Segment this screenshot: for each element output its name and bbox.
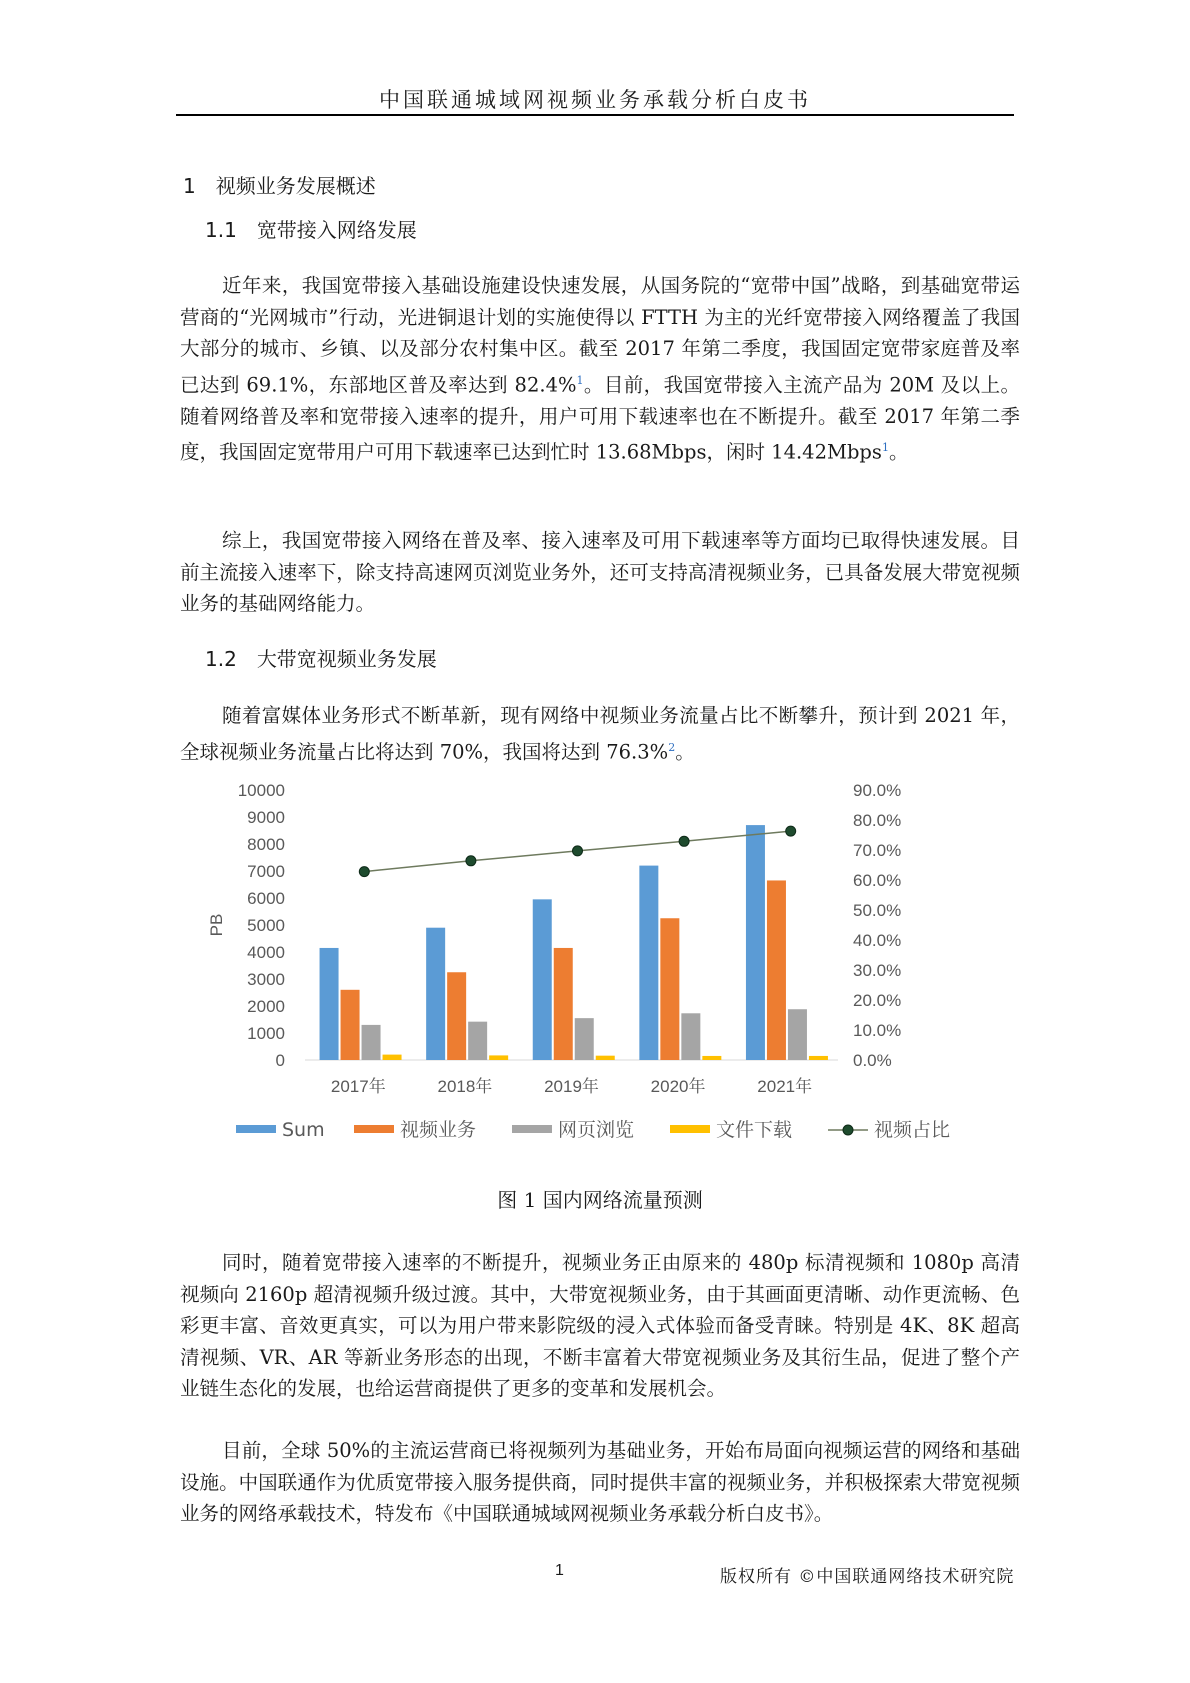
footnote-ref-1[interactable]: 1: [576, 373, 584, 387]
y2-tick-label: 40.0%: [853, 931, 902, 950]
legend-label-2: 视频业务: [400, 1119, 477, 1141]
section-1-2-number: 1.2: [205, 647, 237, 671]
section-1-number: 1: [183, 174, 196, 198]
section-1-1-number: 1.1: [205, 218, 237, 242]
paragraph-video-growth-text-2: 。: [675, 740, 695, 763]
video-share-point-3: [573, 846, 583, 856]
legend-swatch-2: [354, 1125, 394, 1133]
x-tick-label: 2018年: [437, 1077, 493, 1096]
paragraph-broadband-growth-text-2: 。目前，我国宽带接入主流产品为 20M 及以上。随着网络普及率和宽带接入速率的提升，用户可用下载速率也在不断提升。截至 2017 年第二季度，我国固定宽带用户可用下载速率已达到忙时 13.68Mbps，闲时 14.42Mbps: [180, 373, 1020, 464]
bar-4-1: [383, 1055, 402, 1060]
footnote-ref-1b[interactable]: 1: [881, 441, 889, 454]
y-tick-label: 7000: [247, 862, 285, 881]
section-1-title: 视频业务发展概述: [215, 174, 376, 198]
bar-2-1: [341, 990, 360, 1060]
y2-tick-label: 0.0%: [853, 1051, 892, 1070]
bar-1-5: [746, 825, 765, 1060]
video-share-point-2: [466, 856, 476, 866]
y2-tick-label: 60.0%: [853, 871, 902, 890]
x-tick-label: 2019年: [544, 1077, 599, 1096]
section-1-2-title: 大带宽视频业务发展: [256, 647, 437, 671]
bar-1-2: [426, 928, 445, 1060]
bar-1-1: [320, 948, 339, 1060]
legend-swatch-4: [670, 1125, 710, 1133]
y-tick-label: 8000: [247, 835, 285, 854]
x-tick-label: 2017年: [330, 1077, 386, 1096]
header-divider: [176, 114, 1014, 116]
y2-tick-label: 20.0%: [853, 991, 902, 1010]
y-tick-label: 2000: [247, 997, 285, 1016]
bar-3-1: [362, 1025, 381, 1060]
x-tick-label: 2020年: [650, 1077, 706, 1096]
y-tick-label: 1000: [247, 1024, 285, 1043]
section-1-2-heading: [205, 643, 437, 672]
legend-label-1: Sum: [282, 1119, 325, 1141]
x-tick-label: 2021年: [757, 1077, 813, 1096]
paragraph-broadband-growth-text: 近年来，我国宽带接入基础设施建设快速发展，从国务院的“宽带中国”战略，到基础宽带运营商的“光网城市”行动，光进铜退计划的实施使得以 FTTH 为主的光纤宽带接入网络覆盖了我国大部分的城市、乡镇、以及部分农村集中区。截至 2017 年第二季度，我国固定宽带家庭普及率已达到 69.1%，东部地区普及率达到 82.4%: [180, 274, 1020, 396]
video-share-point-1: [359, 867, 369, 877]
y-axis-label: PB: [207, 913, 226, 937]
traffic-forecast-chart: [200, 775, 980, 1175]
y2-tick-label: 10.0%: [853, 1021, 902, 1040]
bar-4-4: [702, 1056, 721, 1060]
y-tick-label: 6000: [247, 889, 285, 908]
bar-2-5: [767, 880, 786, 1060]
y2-tick-label: 70.0%: [853, 841, 902, 860]
y2-tick-label: 30.0%: [853, 961, 902, 980]
legend-label-5: 视频占比: [874, 1119, 951, 1141]
y-tick-label: 5000: [247, 916, 285, 935]
video-share-point-5: [786, 826, 796, 836]
bar-4-5: [809, 1056, 828, 1060]
figure-caption: 图 1 国内网络流量预测: [497, 1188, 703, 1212]
y-tick-label: 0: [275, 1051, 285, 1070]
paragraph-video-upgrade: 同时，随着宽带接入速率的不断提升，视频业务正由原来的 480p 标清视频和 1080p 高清视频向 2160p 超清视频升级过渡。其中，大带宽视频业务，由于其画面更清晰、动作更流畅、色彩更丰富、音效更真实，可以为用户带来影院级的浸入式体验而备受青睐。特别是 4K、8K 超高清视频、VR、AR 等新业务形态的出现，不断丰富着大带宽视频业务及其衍生品，促进了整个产业链生态化的发展，也给运营商提供了更多的变革和发展机会。: [180, 1251, 1020, 1400]
copyright-notice: 版权所有 ©中国联通网络技术研究院: [720, 1567, 1015, 1587]
footnote-ref-2[interactable]: 2: [668, 740, 676, 754]
bar-4-3: [596, 1056, 615, 1060]
bar-2-3: [554, 948, 573, 1060]
y-tick-label: 4000: [247, 943, 285, 962]
legend-line-marker: [843, 1125, 853, 1135]
legend-label-4: 文件下载: [716, 1119, 793, 1141]
section-1-1-title: 宽带接入网络发展: [256, 218, 417, 242]
paragraph-broadband-growth-text-3: 。: [888, 440, 909, 464]
y2-tick-label: 90.0%: [853, 781, 902, 800]
paragraph-summary: 综上，我国宽带接入网络在普及率、接入速率及可用下载速率等方面均已取得快速发展。目前主流接入速率下，除支持高速网页浏览业务外，还可支持高清视频业务，已具备发展大带宽视频业务的基础网络能力。: [180, 529, 1020, 615]
bar-3-2: [468, 1022, 487, 1060]
bar-3-5: [788, 1009, 807, 1060]
section-1-heading: [183, 170, 376, 199]
y-tick-label: 10000: [237, 781, 285, 800]
y2-tick-label: 50.0%: [853, 901, 902, 920]
y-tick-label: 3000: [247, 970, 285, 989]
video-share-point-4: [679, 836, 689, 846]
bar-2-4: [660, 918, 679, 1060]
legend-label-3: 网页浏览: [558, 1119, 635, 1141]
section-1-1-heading: [205, 214, 417, 243]
bar-1-3: [533, 899, 552, 1060]
bar-4-2: [489, 1055, 508, 1060]
paragraph-broadband-growth: [180, 270, 1020, 468]
page-number: 1: [555, 1562, 564, 1579]
bar-2-2: [447, 972, 466, 1060]
paragraph-unicom-strategy: 目前，全球 50%的主流运营商已将视频列为基础业务，开始布局面向视频运营的网络和基础设施。中国联通作为优质宽带接入服务提供商，同时提供丰富的视频业务，并积极探索大带宽视频业务的网络承载技术，特发布《中国联通城域网视频业务承载分析白皮书》。: [180, 1439, 1020, 1525]
page-header-title: 中国联通城域网视频业务承载分析白皮书: [379, 88, 811, 112]
y2-tick-label: 80.0%: [853, 811, 902, 830]
paragraph-video-growth-text: 随着富媒体业务形式不断革新，现有网络中视频业务流量占比不断攀升，预计到 2021 年，全球视频业务流量占比将达到 70%，我国将达到 76.3%: [180, 704, 1020, 763]
bar-3-3: [575, 1018, 594, 1060]
bar-1-4: [639, 866, 658, 1060]
paragraph-video-growth: [180, 700, 1020, 768]
bar-3-4: [681, 1013, 700, 1060]
y-tick-label: 9000: [247, 808, 285, 827]
legend-swatch-1: [236, 1125, 276, 1133]
legend-swatch-3: [512, 1125, 552, 1133]
